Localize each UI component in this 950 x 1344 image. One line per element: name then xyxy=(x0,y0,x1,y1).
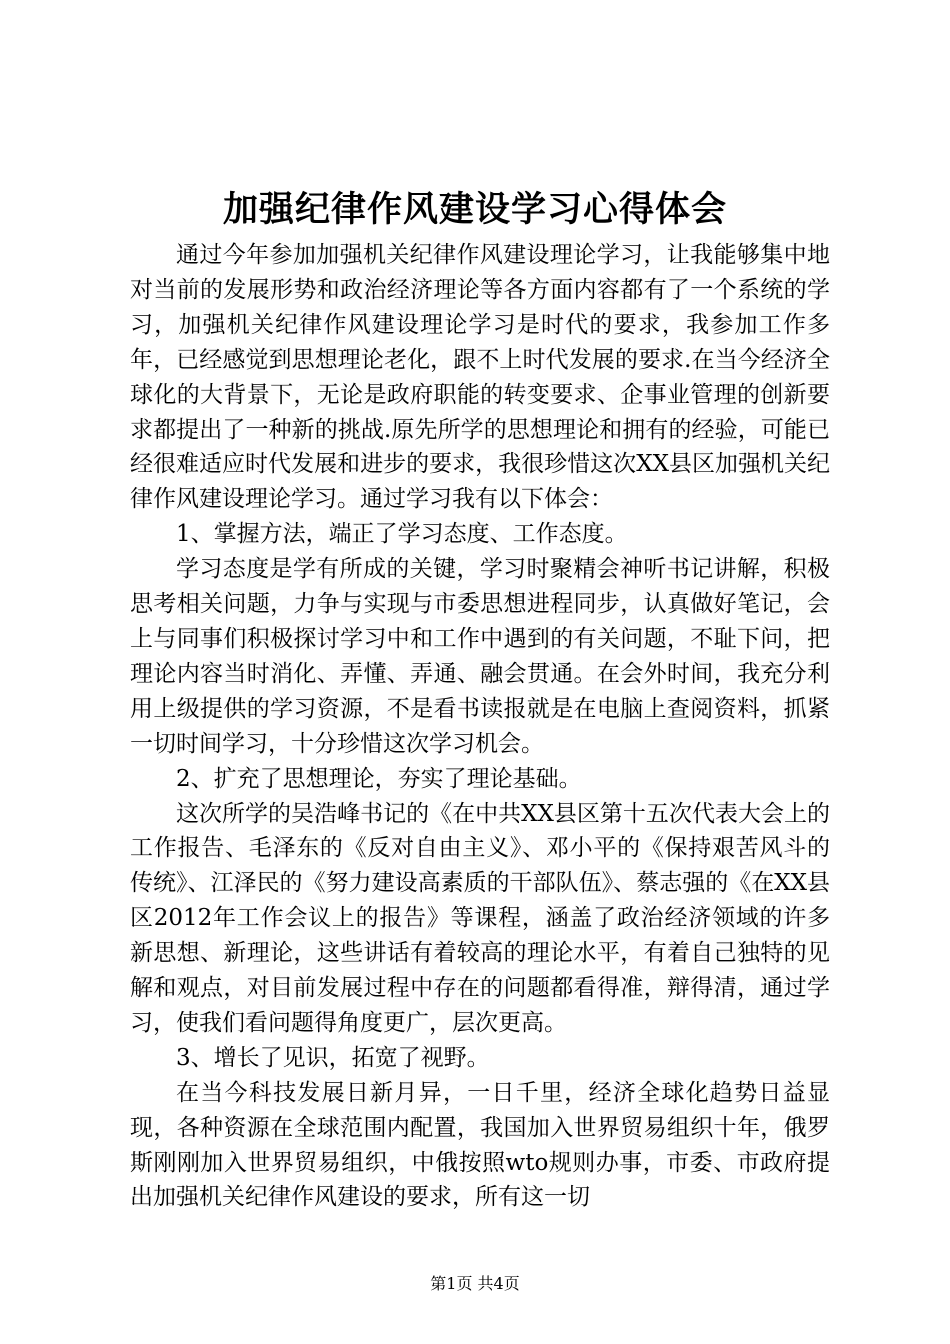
intro-paragraph: 通过今年参加加强机关纪律作风建设理论学习，让我能够集中地对当前的发展形势和政治经济理论等各方面内容都有了一个系统的学习，加强机关纪律作风建设理论学习是时代的要求，我参加工作多年，已经感觉到思想理论老化，跟不上时代发展的要求.在当今经济全球化的大背景下，无论是政府职能的转变要求、企事业管理的创新要求都提出了一种新的挑战.原先所学的思想理论和拥有的经验，可能已经很难适应时代发展和进步的要求，我很珍惜这次XX县区加强机关纪律作风建设理论学习。通过学习我有以下体会： xyxy=(130,242,830,513)
section-paragraph-2: 这次所学的吴浩峰书记的《在中共XX县区第十五次代表大会上的工作报告、毛泽东的《反对自由主义》、邓小平的《保持艰苦风斗的传统》、江泽民的《努力建设高素质的干部队伍》、蔡志强的《在XX县区2012年工作会议上的报告》等课程，涵盖了政治经济领域的许多新思想、新理论，这些讲话有着较高的理论水平，有着自己独特的见解和观点，对目前发展过程中存在的问题都看得准，辩得清，通过学习，使我们看问题得角度更广，层次更高。 xyxy=(130,800,830,1036)
page-number-footer: 第1页 共4页 xyxy=(430,1274,520,1293)
section-heading-3: 3、增长了见识，拓宽了视野。 xyxy=(176,1044,490,1071)
document-body xyxy=(130,238,830,1215)
section-heading-1: 1、掌握方法，端正了学习态度、工作态度。 xyxy=(176,521,628,548)
document-title: 加强纪律作风建设学习心得体会 xyxy=(222,189,727,230)
section-paragraph-1: 学习态度是学有所成的关键，学习时聚精会神听书记讲解，积极思考相关问题，力争与实现与市委思想进程同步，认真做好笔记，会上与同事们积极探讨学习中和工作中遇到的有关问题，不耻下问，把理论内容当时消化、弄懂、弄通、融会贯通。在会外时间，我充分利用上级提供的学习资源，不是看书读报就是在电脑上查阅资料，抓紧一切时间学习，十分珍惜这次学习机会。 xyxy=(130,556,830,757)
section-heading-2: 2、扩充了思想理论，夯实了理论基础。 xyxy=(176,765,582,792)
section-paragraph-3: 在当今科技发展日新月异，一日千里，经济全球化趋势日益显现，各种资源在全球范围内配置，我国加入世界贸易组织十年，俄罗斯刚刚加入世界贸易组织，中俄按照wto规则办事，市委、市政府提出加强机关纪律作风建设的要求，所有这一切 xyxy=(130,1079,830,1211)
